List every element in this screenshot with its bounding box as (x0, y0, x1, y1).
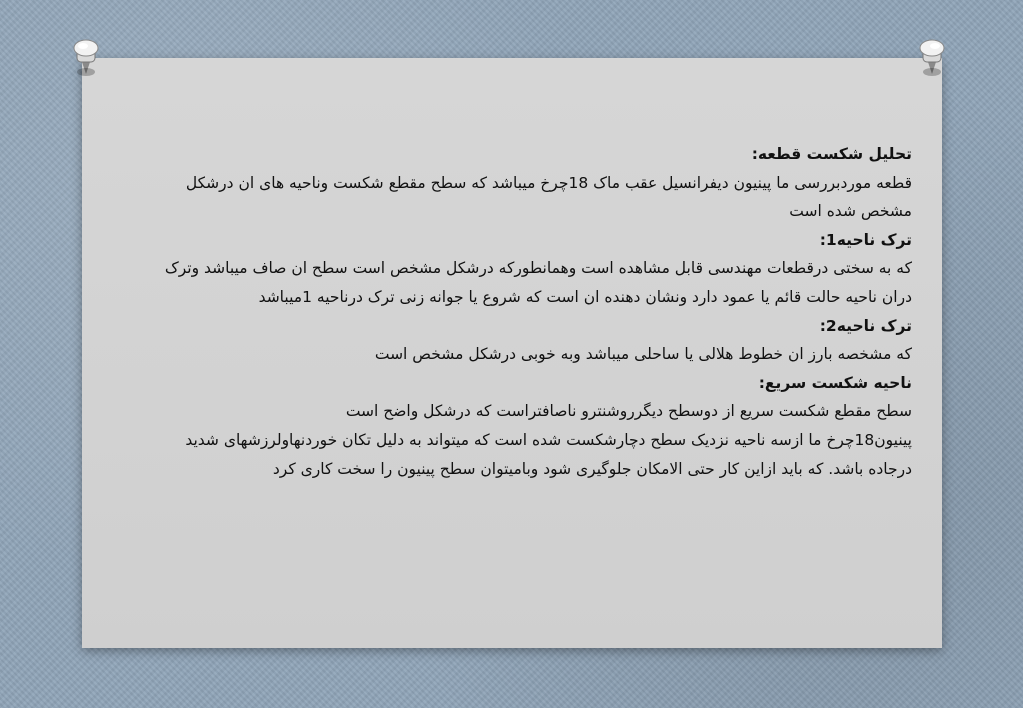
heading-fast-fracture-zone: ناحیه شکست سریع: (758, 373, 912, 392)
body-line: سطح مقطع شکست سریع از دوسطح دیگرروشنترو ناصافتراست که درشکل واضح است (345, 402, 912, 421)
slide-text-body (120, 140, 912, 483)
body-line: درجاده باشد. که باید ازاین کار حتی الامکان جلوگیری شود وبامیتوان سطح پینیون را سخت کاری کرد (272, 459, 912, 478)
body-line: دران ناحیه حالت قائم یا عمود دارد ونشان دهنده ان است که شروع یا جوانه زنی ترک درناحیه 1میباشد (258, 287, 912, 306)
body-line: مشخص شده است (789, 202, 912, 221)
body-line: که مشخصه بارز ان خطوط هلالی یا ساحلی میباشد وبه خوبی درشکل مشخص است (374, 345, 912, 364)
body-line: قطعه موردبررسی ما پینیون دیفرانسیل عقب ماک 18چرخ میباشد که سطح مقطع شکست وناحیه های ان درشکل (185, 173, 912, 192)
body-line: که به سختی درقطعات مهندسی قابل مشاهده است وهمانطورکه درشکل مشخص است سطح ان صاف میباشد وترک (164, 259, 912, 278)
pushpin-right-icon (912, 38, 952, 82)
heading-crack-zone-2: ترک ناحیه2: (819, 316, 912, 335)
heading-crack-zone-1: ترک ناحیه1: (819, 230, 912, 249)
heading-fracture-analysis: تحلیل شکست قطعه: (751, 145, 912, 163)
body-line: پینیون18چرخ ما ازسه ناحیه نزدیک سطح دچارشکست شده است که میتواند به دلیل تکان خوردنهاولرزشهای شدید (185, 430, 912, 449)
pushpin-left-icon (66, 38, 106, 82)
